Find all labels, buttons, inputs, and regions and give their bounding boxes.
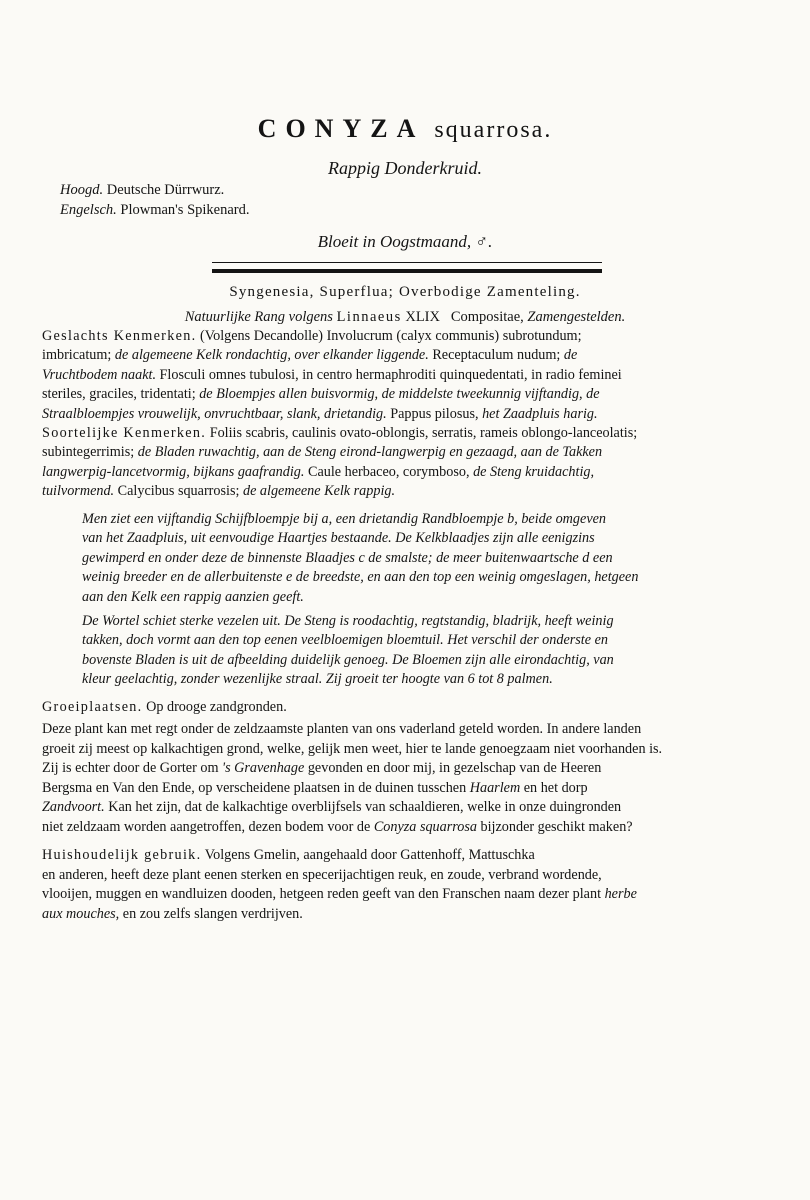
text-line — [42, 779, 760, 799]
text-line: aan den Kelk een rappig aanzien geeft. — [82, 588, 304, 605]
rank-family: Compositae, — [450, 309, 524, 325]
text-run: de Bloempjes allen buisvormig, de middelste tweekunnig vijftandig, de — [199, 386, 600, 403]
text-run: Bergsma en Van den Ende, op verscheidene plaatsen in de duinen tusschen — [42, 779, 470, 796]
text-run: het Zaadpluis harig. — [482, 405, 598, 422]
text-line: en anderen, heeft deze plant eenen sterken en specerijachtigen reuk, en zoude, verbrand wordende, — [42, 866, 602, 883]
text-line — [42, 385, 760, 404]
text-run: Kan het zijn, dat de kalkachtige overblijfsels van schaaldieren, welke in onze duingronden — [104, 799, 622, 816]
text-run: gevonden en door mij, in gezelschap van de Heeren — [304, 760, 602, 777]
text-run: niet zeldzaam worden aangetroffen, dezen bodem voor de — [42, 818, 374, 835]
bloom-period: Bloeit in Oogstmaand, ♂. — [317, 232, 493, 251]
text-line: gewimperd en onder deze de binnenste Blaadjes c de smalste; de meer buitenwaartsche d een — [82, 549, 613, 566]
text-run: aux mouches, — [42, 905, 120, 922]
text-run: de Bladen ruwachtig, aan de Steng eirond-langwerpig en gezaagd, aan de Takken — [137, 444, 603, 461]
habitat-heading-line — [42, 698, 760, 717]
synonym-row — [60, 180, 249, 200]
rank-family-dutch: Zamengestelden. — [527, 309, 626, 325]
text-line: takken, doch vormt aan den top eenen veelbloemigen bloemtuil. Het verschil der onderste en — [82, 632, 608, 649]
text-run: Op drooge zandgronden. — [146, 699, 287, 715]
text-line — [42, 798, 760, 818]
text-run: Pappus pilosus, — [386, 405, 483, 422]
rank-number: XLIX — [405, 309, 440, 325]
text-line — [42, 463, 760, 482]
text-line — [42, 905, 760, 925]
text-run: subintegerrimis; — [42, 444, 138, 461]
synonym-name: Deutsche Dürrwurz. — [106, 182, 225, 198]
text-run: Receptaculum nudum; — [428, 347, 564, 364]
species-name: squarrosa. — [434, 117, 553, 143]
text-line — [42, 482, 760, 501]
text-run: Volgens Gmelin, aangehaald door Gattenhoff, Mattuschka — [204, 847, 535, 863]
text-run: Calycibus squarrosis; — [114, 483, 243, 500]
rank-prefix: Natuurlijke Rang volgens — [184, 309, 333, 325]
section-heading: Geslachts Kenmerken. — [42, 328, 197, 344]
text-run: Straalbloempjes vrouwelijk, onvruchtbaar, slank, drietandig. — [42, 405, 387, 422]
text-run: Caule herbaceo, corymboso, — [304, 463, 474, 480]
text-run: 's Gravenhage — [222, 760, 305, 777]
text-line — [42, 885, 760, 905]
text-line — [42, 327, 760, 346]
text-run: bijzonder geschikt maken? — [476, 818, 633, 835]
text-run: imbricatum; — [42, 347, 115, 364]
text-run: en zou zelfs slangen verdrijven. — [119, 905, 303, 922]
synonym-name: Plowman's Spikenard. — [120, 202, 250, 218]
text-run: Foliis scabris, caulinis ovato-oblongis, serratis, rameis oblongo-lanceolatis; — [209, 425, 638, 441]
section-heading: Huishoudelijk gebruik. — [42, 847, 202, 863]
figure-description — [82, 510, 760, 607]
text-line — [42, 759, 760, 779]
text-line: Deze plant kan met regt onder de zeldzaamste planten van ons vaderland geteld worden. In andere landen — [42, 721, 642, 737]
text-run: Zij is echter door de Gorter om — [42, 760, 223, 777]
household-use — [42, 846, 760, 924]
synonyms-list — [60, 180, 249, 220]
text-run: Flosculi omnes tubulosi, in centro hermaphroditi quinquedentati, in radio feminei — [156, 366, 622, 383]
synonym-language: Hoogd. — [60, 182, 104, 198]
text-line — [42, 424, 760, 443]
text-line — [42, 405, 760, 424]
header-divider — [212, 262, 602, 273]
text-line: weinig breeder en de allerbuitenste e de breedste, en aan den top een weinig omgeslagen, hetgeen — [82, 569, 639, 586]
text-run: tuilvormend. — [42, 483, 115, 500]
text-line — [42, 366, 760, 385]
plant-description — [82, 612, 760, 690]
text-run: Conyza squarrosa — [373, 818, 477, 835]
text-run: de algemeene Kelk rondachtig, over elkander liggende. — [114, 347, 429, 364]
text-line: van het Zaadpluis, uit eenvoudige Haartjes bestaande. De Kelkblaadjes zijn alle eenigzins — [82, 530, 595, 547]
genus-name: CONYZA — [257, 114, 425, 143]
text-line: De Wortel schiet sterke vezelen uit. De Steng is roodachtig, regtstandig, bladrijk, heeft weinig — [82, 613, 614, 629]
text-line: groeit zij meest op kalkachtigen grond, welke, gelijk men weet, hier te lande genoegzaam niet voorhanden is. — [42, 740, 663, 757]
text-line — [42, 346, 760, 365]
section-heading: Groeiplaatsen. — [42, 699, 143, 715]
rank-author: Linnaeus — [336, 309, 402, 325]
text-run: Vruchtbodem naakt. — [42, 366, 156, 383]
text-line: bovenste Bladen is uit de afbeelding duidelijk genoeg. De Bloemen zijn alle eirondachtig, van — [82, 651, 614, 668]
text-run: herbe — [604, 886, 637, 903]
genus-characteristics — [42, 327, 760, 424]
text-line: Men ziet een vijftandig Schijfbloempje bij a, een drietandig Randbloempje b, beide omgeven — [82, 511, 607, 527]
synonym-language: Engelsch. — [60, 202, 117, 218]
text-run: langwerpig-lancetvormig, bijkans gaafrandig. — [42, 463, 305, 480]
text-line — [42, 818, 760, 838]
text-line — [42, 846, 760, 866]
text-run: vlooijen, muggen en wandluizen dooden, hetgeen reden geeft van den Franschen naam dezer plant — [42, 886, 605, 903]
linnaean-class: Syngenesia, Superflua; Overbodige Zamenteling. — [229, 284, 581, 300]
page-title — [0, 114, 810, 144]
text-run: en het dorp — [520, 779, 588, 796]
text-line — [42, 698, 760, 717]
text-run: de algemeene Kelk rappig. — [242, 483, 396, 500]
text-run: (Volgens Decandolle) Involucrum (calyx communis) subrotundum; — [199, 328, 582, 344]
section-heading: Soortelijke Kenmerken. — [42, 425, 207, 441]
text-line — [42, 443, 760, 462]
text-run: Haarlem — [469, 779, 521, 796]
habitat-text — [42, 720, 760, 838]
text-run: de — [563, 347, 578, 364]
text-run: de Steng kruidachtig, — [473, 463, 595, 480]
dutch-name: Rappig Donderkruid. — [328, 158, 482, 178]
text-run: Zandvoort. — [42, 799, 105, 816]
species-characteristics — [42, 424, 760, 502]
natural-rank — [0, 309, 810, 326]
text-line: kleur geelachtig, zonder wezenlijke straal. Zij groeit ter hoogte van 6 tot 8 palmen. — [82, 671, 553, 688]
synonym-row — [60, 200, 249, 220]
text-run: steriles, graciles, tridentati; — [42, 386, 200, 403]
